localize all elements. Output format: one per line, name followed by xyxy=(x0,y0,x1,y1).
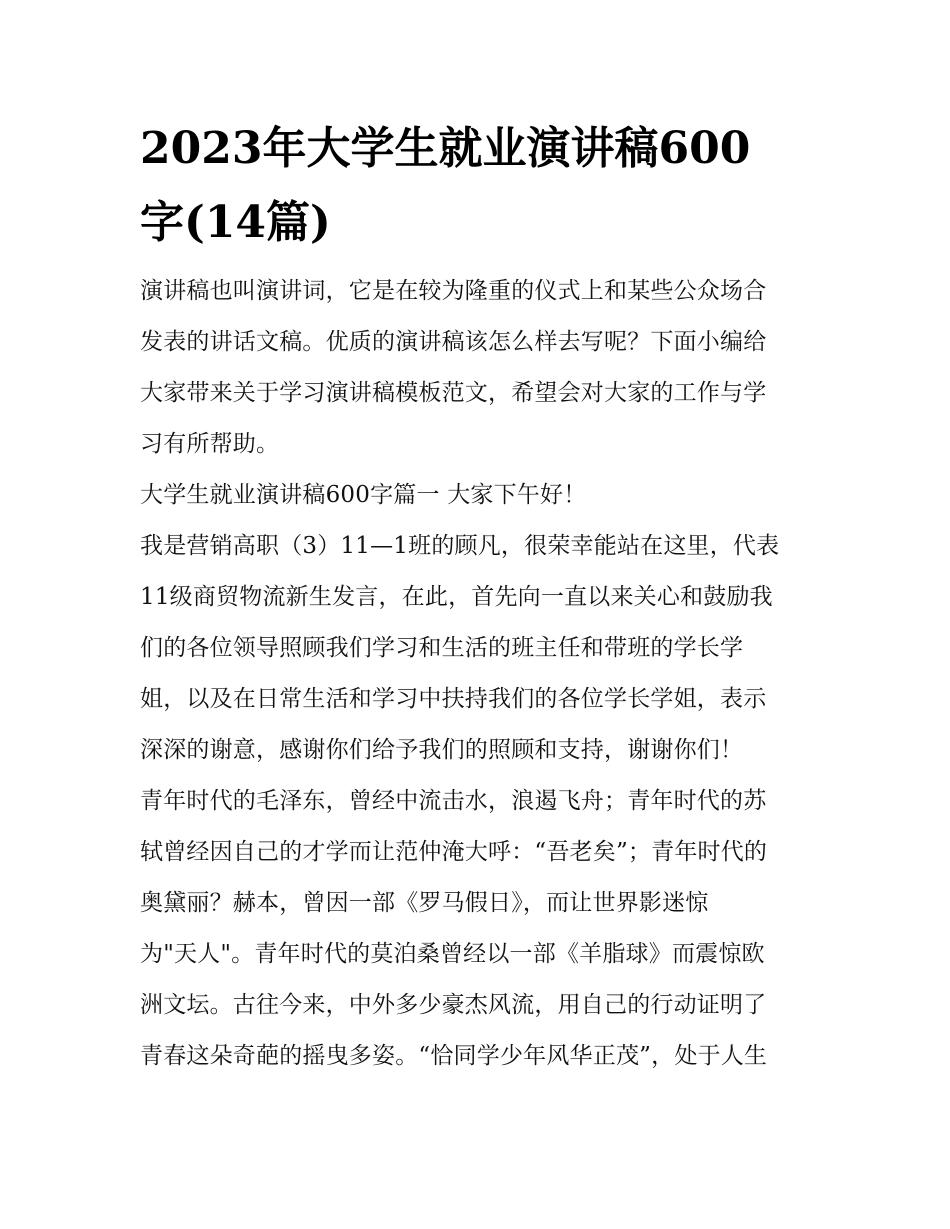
body-line: 演讲稿也叫演讲词，它是在较为隆重的仪式上和某些公众场合 xyxy=(140,278,767,304)
title-line: 字(14篇) xyxy=(140,197,331,248)
body-line: 习有所帮助。 xyxy=(140,431,280,457)
body-line: 大学生就业演讲稿600字篇一 大家下午好！ xyxy=(140,482,587,508)
body-line: 们的各位领导照顾我们学习和生活的班主任和带班的学长学 xyxy=(140,635,744,661)
body-line: 为"天人"。青年时代的莫泊桑曾经以一部《羊脂球》而震惊欧 xyxy=(140,941,765,967)
body-line: 发表的讲话文稿。优质的演讲稿该怎么样去写呢？下面小编给 xyxy=(140,329,767,355)
body-line: 青春这朵奇葩的摇曳多姿。“恰同学少年风华正茂”，处于人生 xyxy=(140,1043,768,1069)
body-line: 姐，以及在日常生活和学习中扶持我们的各位学长学姐，表示 xyxy=(140,686,767,712)
body-line: 奥黛丽？赫本，曾因一部《罗马假日》，而让世界影迷惊 xyxy=(140,890,709,916)
body-line: 洲文坛。古往今来，中外多少豪杰风流，用自己的行动证明了 xyxy=(140,992,767,1018)
title-line: 2023年大学生就业演讲稿600 xyxy=(140,123,751,174)
document-body xyxy=(140,266,820,1082)
body-line: 大家带来关于学习演讲稿模板范文，希望会对大家的工作与学 xyxy=(140,380,767,406)
body-line: 深深的谢意，感谢你们给予我们的照顾和支持，谢谢你们！ xyxy=(140,737,744,763)
body-line: 11级商贸物流新生发言，在此，首先向一直以来关心和鼓励我 xyxy=(140,584,773,610)
document-page xyxy=(140,112,820,1082)
body-line: 青年时代的毛泽东，曾经中流击水，浪遏飞舟；青年时代的苏 xyxy=(140,788,767,814)
body-line: 我是营销高职（3）11—1班的顾凡，很荣幸能站在这里，代表 xyxy=(140,533,780,559)
body-line: 轼曾经因自己的才学而让范仲淹大呼：“吾老矣”；青年时代的 xyxy=(140,839,768,865)
document-title xyxy=(140,112,820,260)
